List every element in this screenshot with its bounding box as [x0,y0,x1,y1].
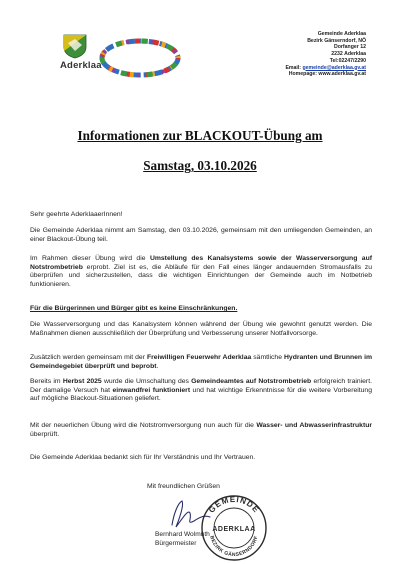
contact-block [285,31,366,78]
svg-text:ADERKLAA: ADERKLAA [212,526,256,533]
paragraph-fire-brigade: Zusätzlich werden gemeinsam mit der Freiwilligen Feuerwehr Aderklaa sämtliche Hydranten und Brunnen im Gemeindegebiet überprüft und beprobt. [30,354,373,370]
official-stamp-seal [198,492,270,564]
salutation: Sehr geehrte AderklaaerInnen! [30,211,123,218]
paragraph-exercise-scope: Im Rahmen dieser Übung wird die Umstellung des Kanalsystems sowie der Wasserversorgung auf Notstrombetrieb erprobt. Ziel ist es, die Abläufe für den Fall eines länger andauernden Stromausfalls zu überprüfen und sicherzustellen, dass die wichtigen Einrichtungen der Gemeinde auch im Notbetrieb funktionieren. [30,255,372,288]
paragraph-usage: Die Wasserversorgung und das Kanalsystem können während der Übung wie gewohnt genutzt werden. Die Maßnahmen dienen ausschließlich der Überprüfung und Verbesserung unserer Notfallvorsorge. [30,321,372,337]
document-title: Informationen zur BLACKOUT-Übung am [77,128,323,143]
contact-name: Gemeinde Aderklaa [317,31,366,37]
svg-text:BEZIRK GÄNSERNDORF: BEZIRK GÄNSERNDORF [208,535,260,559]
closing-greeting: Mit freundlichen Grüßen [147,483,220,490]
signer-role: Bürgermeister [155,539,197,547]
contact-homepage[interactable]: Homepage: www.aderklaa.gv.at [288,71,366,78]
svg-text:GEMEINDE: GEMEINDE [206,494,262,515]
paragraph-water-infrastructure: Mit der neuerlichen Übung wird die Notstromversorgung nun auch für die Wasser- und Abwasserinfrastruktur überprüft. [30,422,373,438]
community-ring-logo [97,36,183,80]
contact-district: Bezirk Gänserndorf, NÖ [307,37,366,44]
email-label: Email: [285,64,302,71]
paragraph-intro: Die Gemeinde Aderklaa nimmt am Samstag, den 03.10.2026, gemeinsam mit den umliegenden Gemeinden, an einer Blackout-Übung teil. [30,227,372,243]
logo-wordmark: Aderklaa [60,60,102,71]
contact-city: 2232 Aderklaa [331,51,366,58]
document-date-title: Samstag, 03.10.2026 [143,158,257,173]
paragraph-thanks: Die Gemeinde Aderklaa bedankt sich für Ihr Verständnis und Ihr Vertrauen. [30,454,256,461]
paragraph-no-restrictions: Für die Bürgerinnen und Bürger gibt es keine Einschränkungen. [30,305,238,312]
municipal-crest-icon [62,33,88,59]
email-link[interactable]: gemeinde@aderklaa.gv.at [302,64,366,71]
contact-tel: Tel:02247/2290 [329,57,366,64]
paragraph-previous-test: Bereits im Herbst 2025 wurde die Umschaltung des Gemeindeamtes auf Notstrombetrieb erfolgreich trainiert. Der damalige Versuch hat einwandfrei funktioniert und hat wichtige Erkenntnisse für die weitere Vorbereitung auf mögliche Blackout-Situationen geliefert. [30,378,372,402]
contact-email-line [285,65,366,72]
signer-name: Bernhard Wolmuth [155,531,210,538]
contact-street: Dorfanger 12 [334,44,366,51]
